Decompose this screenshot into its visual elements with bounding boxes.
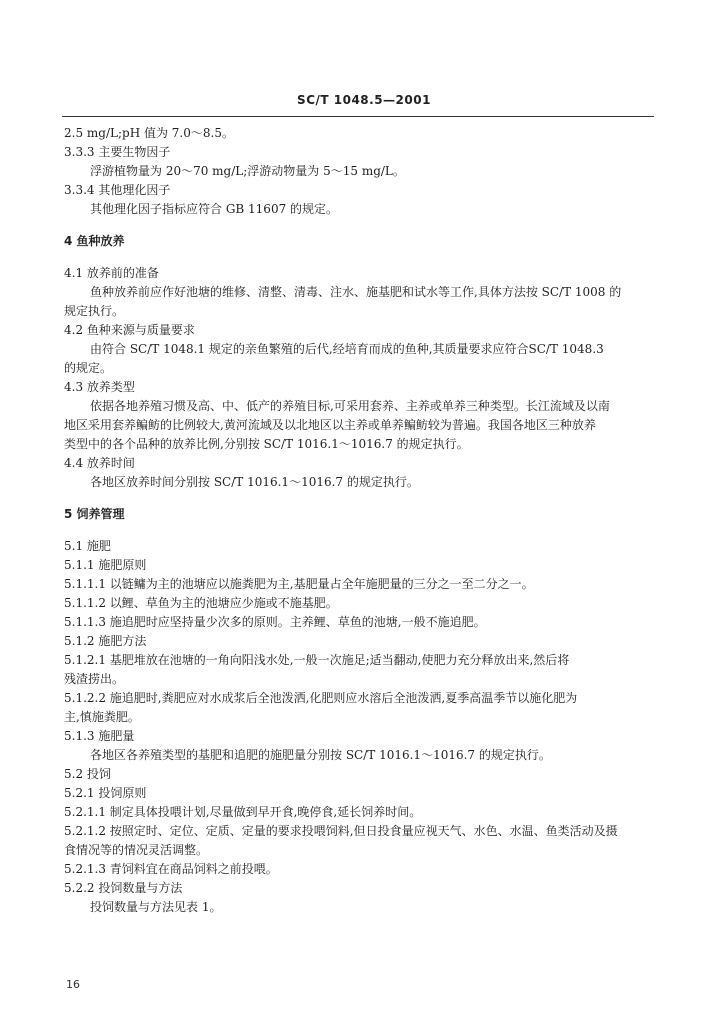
paragraph-line: 的规定。 [64,361,113,375]
clause-line: 5.2.1.3 青饲料宜在商品饲料之前投喂。 [64,862,278,876]
subsection-heading: 5.1.1 施肥原则 [64,558,147,572]
page-header: SC/T 1048.5—2001 [297,93,431,107]
paragraph-line: 依据各地养殖习惯及高、中、低产的养殖目标,可采用套养、主养或单养三种类型。长江流域及以南 [90,399,610,413]
text-line: 2.5 mg/L;pH 值为 7.0～8.5。 [64,126,234,140]
header-rule [62,116,654,117]
clause-line: 5.2.1.1 制定具体投喂计划,尽量做到早开食,晚停食,延长饲养时间。 [64,805,422,819]
subsection-heading: 5.1.3 施肥量 [64,729,135,743]
subsection-heading: 5.1 施肥 [64,539,111,553]
subsection-heading: 5.2 投饲 [64,767,111,781]
paragraph-line: 浮游植物量为 20～70 mg/L;浮游动物量为 5～15 mg/L。 [90,164,405,178]
paragraph-line: 各地区放养时间分别按 SC/T 1016.1～1016.7 的规定执行。 [90,475,419,489]
subsection-heading: 4.1 放养前的准备 [64,266,159,280]
page-number: 16 [66,978,80,991]
clause-line: 5.2.1.2 按照定时、定位、定质、定量的要求投喂饲料,但日投食量应视天气、水色、水温、鱼类活动及摄 [64,824,618,838]
clause-line: 残渣捞出。 [64,672,125,686]
section-heading: 5 饲养管理 [64,507,125,521]
document-body [64,124,658,917]
clause-line: 主,慎施粪肥。 [64,710,140,724]
clause-line: 5.1.2.2 施追肥时,粪肥应对水成浆后全池泼洒,化肥则应水溶后全池泼洒,夏季高温季节以施化肥为 [64,691,578,705]
clause-line: 5.1.1.3 施追肥时应坚持量少次多的原则。主养鲤、草鱼的池塘,一般不施追肥。 [64,615,486,629]
paragraph-line: 鱼种放养前应作好池塘的维修、清整、清毒、注水、施基肥和试水等工作,具体方法按 SC/T 1008 的 [90,285,622,299]
clause-line: 5.1.1.2 以鲤、草鱼为主的池塘应少施或不施基肥。 [64,596,338,610]
paragraph-line: 类型中的各个品种的放养比例,分别按 SC/T 1016.1～1016.7 的规定执行。 [64,437,469,451]
section-heading: 4 鱼种放养 [64,234,125,248]
subsection-heading: 5.1.2 施肥方法 [64,634,147,648]
paragraph-line: 地区采用套养鳊鲂的比例较大,黄河流域及以北地区以主养或单养鳊鲂较为普遍。我国各地区三种放养 [64,418,596,432]
clause-line: 5.1.1.1 以链鳙为主的池塘应以施粪肥为主,基肥量占全年施肥量的三分之一至二分之一。 [64,577,534,591]
paragraph-line: 其他理化因子指标应符合 GB 11607 的规定。 [90,202,339,216]
subsection-heading: 3.3.4 其他理化因子 [64,183,171,197]
subsection-heading: 5.2.2 投饲数量与方法 [64,881,183,895]
paragraph-line: 规定执行。 [64,304,125,318]
subsection-heading: 5.2.1 投饲原则 [64,786,147,800]
paragraph-line: 各地区各养殖类型的基肥和追肥的施肥量分别按 SC/T 1016.1～1016.7 的规定执行。 [90,748,551,762]
subsection-heading: 3.3.3 主要生物因子 [64,145,171,159]
paragraph-line: 投饲数量与方法见表 1。 [90,900,222,914]
paragraph-line: 由符合 SC/T 1048.1 规定的亲鱼繁殖的后代,经培育而成的鱼种,其质量要求应符合SC/T 1048.3 [90,342,604,356]
subsection-heading: 4.2 鱼种来源与质量要求 [64,323,195,337]
subsection-heading: 4.3 放养类型 [64,380,135,394]
clause-line: 5.1.2.1 基肥堆放在池塘的一角向阳浅水处,一般一次施足;适当翻动,使肥力充分释放出来,然后将 [64,653,570,667]
subsection-heading: 4.4 放养时间 [64,456,135,470]
clause-line: 食情况等的情况灵活调整。 [64,843,209,857]
